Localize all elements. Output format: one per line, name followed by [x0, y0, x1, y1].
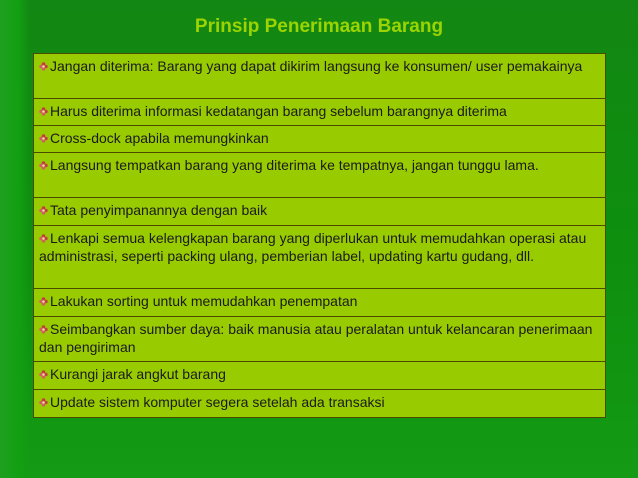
- table-row: [33, 390, 606, 418]
- principles-table: [33, 53, 606, 418]
- table-row: [33, 226, 606, 289]
- table-row: [33, 54, 606, 99]
- flower-bullet-icon: [39, 398, 48, 407]
- row-text: Update sistem komputer segera setelah ada transaksi: [50, 394, 385, 410]
- table-row: [33, 198, 606, 226]
- row-text: Jangan diterima: Barang yang dapat dikirim langsung ke konsumen/ user pemakainya: [50, 58, 583, 74]
- flower-bullet-icon: [39, 297, 48, 306]
- table-row: [33, 126, 606, 153]
- row-text: Lenkapi semua kelengkapan barang yang diperlukan untuk memudahkan operasi atau administrasi, seperti packing ulang, pemberian label, updating kartu gudang, dll.: [39, 230, 587, 264]
- slide-title: Prinsip Penerimaan Barang: [194, 16, 444, 37]
- flower-bullet-icon: [39, 107, 48, 116]
- row-text: Cross-dock apabila memungkinkan: [50, 130, 269, 146]
- row-text: Langsung tempatkan barang yang diterima ke tempatnya, jangan tunggu lama.: [50, 157, 539, 173]
- flower-bullet-icon: [39, 206, 48, 215]
- row-text: Tata penyimpanannya dengan baik: [50, 202, 268, 218]
- row-text: Seimbangkan sumber daya: baik manusia atau peralatan untuk kelancaran penerimaan dan pengiriman: [39, 321, 593, 355]
- flower-bullet-icon: [39, 370, 48, 379]
- row-text: Lakukan sorting untuk memudahkan penempatan: [50, 293, 358, 309]
- row-text: Harus diterima informasi kedatangan barang sebelum barangnya diterima: [50, 103, 507, 119]
- table-row: [33, 317, 606, 362]
- table-row: [33, 289, 606, 317]
- flower-bullet-icon: [39, 62, 48, 71]
- flower-bullet-icon: [39, 234, 48, 243]
- row-text: Kurangi jarak angkut barang: [50, 366, 226, 382]
- table-row: [33, 362, 606, 390]
- flower-bullet-icon: [39, 134, 48, 143]
- flower-bullet-icon: [39, 161, 48, 170]
- table-row: [33, 153, 606, 198]
- table-row: [33, 99, 606, 126]
- flower-bullet-icon: [39, 325, 48, 334]
